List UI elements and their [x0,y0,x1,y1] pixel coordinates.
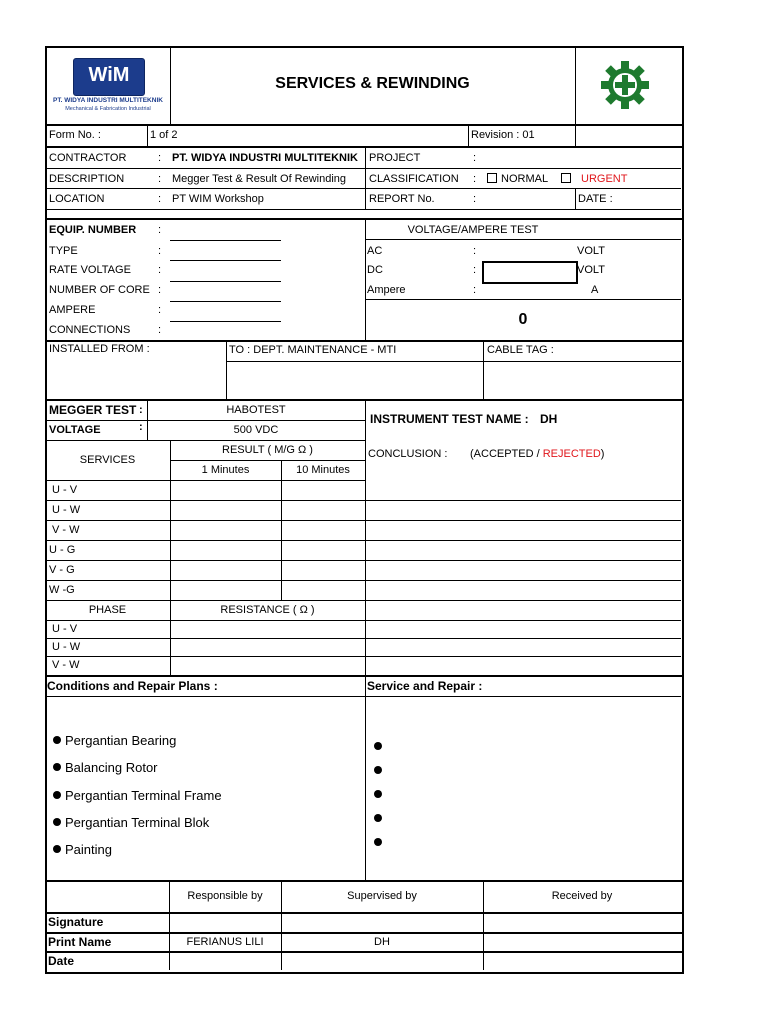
dc-input-box[interactable] [482,261,578,284]
equip-bottom-line [45,340,682,342]
normal-checkbox-box[interactable] [487,173,497,183]
dc-colon: : [473,264,477,276]
classification-label: CLASSIFICATION [369,173,459,185]
company-tagline: Mechanical & Fabrication Industrial [65,106,151,112]
signoff-header-line [45,912,682,914]
plan-item-text: Painting [65,842,112,857]
project-colon: : [473,152,477,164]
result-row-label: U - W [52,504,81,516]
voltage-test-value: 0 [518,311,528,328]
plan-item [53,761,158,774]
result-row-label: U - G [49,544,76,556]
bullet-icon [53,791,61,799]
ampere-label: AMPERE [49,304,96,316]
plan-item [53,816,209,829]
to-label: TO : DEPT. MAINTENANCE - MTI [229,344,397,356]
voltage-test-title: VOLTAGE/AMPERE TEST [407,224,539,236]
voltage-value: 500 VDC [233,424,279,436]
ac-colon: : [473,245,477,257]
result-row-label: W -G [49,584,75,596]
supervised-name: DH [374,936,390,948]
service-bullet-icon [374,766,382,774]
equip-number-colon: : [158,224,162,236]
megger-div-mid [365,401,366,677]
ampere-colon: : [158,304,162,316]
info-divider-mid [365,147,366,209]
contractor-value: PT. WIDYA INDUSTRI MULTITEKNIK [172,152,358,164]
date-label: DATE : [578,193,613,205]
megger-test-colon: : [139,404,143,416]
result-header-bottom [45,480,365,481]
print-name-label: Print Name [48,935,112,949]
signature-label: Signature [48,915,104,929]
rate-voltage-field[interactable] [170,281,281,282]
equip-number-label: EQUIP. NUMBER [49,224,137,236]
megger-test-label: MEGGER TEST [49,403,137,417]
cable-tag-label: CABLE TAG : [487,344,554,356]
formno-div3 [575,125,576,146]
description-label: DESCRIPTION [49,173,125,185]
normal-checkbox[interactable] [487,173,548,186]
conclusion-label: CONCLUSION : [368,448,448,460]
type-colon: : [158,245,162,257]
description-colon: : [158,173,162,185]
normal-label: NORMAL [501,173,549,185]
instrument-value: DH [540,412,558,426]
plan-item-text: Pergantian Bearing [65,733,177,748]
plan-item-text: Pergantian Terminal Frame [65,788,222,803]
urgent-checkbox-box[interactable] [561,173,571,183]
service-repair-label: Service and Repair : [367,679,483,693]
install-line [226,361,681,362]
ampere-test-colon: : [473,284,477,296]
revision-label: Revision : 01 [471,129,535,141]
dc-unit: VOLT [577,264,605,276]
signoff-top-line [45,880,682,882]
header-bottom-line [45,124,682,126]
install-div1 [226,341,227,399]
plans-header-line [45,696,681,697]
voltage-colon: : [139,421,143,433]
connections-colon: : [158,324,162,336]
project-label: PROJECT [369,152,421,164]
row-line-3 [45,540,681,541]
result-label: RESULT ( M/G Ω ) [222,444,313,456]
service-bullet-icon [374,790,382,798]
phase-row-label: V - W [52,659,80,671]
phase-row-label: U - W [52,641,81,653]
close-paren: ) [600,448,605,460]
form-no-value: 1 of 2 [150,129,178,141]
service-bullet-icon [374,742,382,750]
page-title: SERVICES & REWINDING [275,75,470,92]
urgent-checkbox[interactable] [561,173,627,186]
contractor-label: CONTRACTOR [49,152,127,164]
company-logo [73,58,145,96]
install-div2 [483,341,484,399]
bullet-icon [53,736,61,744]
location-label: LOCATION [49,193,105,205]
phase-bottom-line [45,675,682,677]
form-no-label: Form No. : [49,129,101,141]
megger-line-2 [45,440,365,441]
row-line-6 [45,600,681,601]
classification-colon: : [473,173,477,185]
location-value: PT WIM Workshop [172,193,264,205]
rate-voltage-colon: : [158,264,162,276]
report-no-label: REPORT No. [369,193,435,205]
bullet-icon [53,763,61,771]
row-line-9 [45,656,681,657]
plan-item [53,734,176,747]
info-line-1 [45,168,681,169]
result-row-label: V - G [49,564,75,576]
info-bottom-double [45,218,682,220]
signoff-line-2 [45,932,682,934]
equip-number-field[interactable] [170,240,281,241]
row-line-5 [45,580,681,581]
result-row-label: V - W [52,524,80,536]
service-bullet-icon [374,838,382,846]
plan-item-text: Balancing Rotor [65,760,158,775]
formno-div2 [468,125,469,146]
report-no-colon: : [473,193,477,205]
received-label: Received by [551,890,613,902]
formno-div1 [147,125,148,146]
row-line-4 [45,560,681,561]
megger-value: HABOTEST [226,404,286,416]
one-minute-label: 1 Minutes [201,464,250,476]
connections-label: CONNECTIONS [49,324,131,336]
accepted-label[interactable]: (ACCEPTED / [470,448,543,460]
number-of-core-label: NUMBER OF CORE [49,284,150,296]
vtest-title-line [365,239,681,240]
plan-item [53,843,112,856]
install-bottom-line [45,399,682,401]
plan-item-text: Pergantian Terminal Blok [65,815,210,830]
megger-line-1 [45,420,365,421]
installed-from-label: INSTALLED FROM : [49,343,150,355]
phase-label: PHASE [88,604,127,616]
responsible-label: Responsible by [187,890,263,902]
supervised-label: Supervised by [347,890,417,902]
rejected-label[interactable]: REJECTED [542,448,601,460]
description-value: Megger Test & Result Of Rewinding [172,173,347,185]
instrument-label: INSTRUMENT TEST NAME : [370,412,529,426]
conclusion-value [470,448,604,461]
service-bullet-icon [374,814,382,822]
number-of-core-colon: : [158,284,162,296]
ac-unit: VOLT [577,245,605,257]
signoff-line-3 [45,951,682,953]
contractor-colon: : [158,152,162,164]
ampere-test-unit: A [591,284,599,296]
info-line-3 [45,209,681,210]
responsible-name: FERIANUS LILI [186,936,264,948]
voltage-label: VOLTAGE [49,424,101,436]
plans-divider [365,677,366,881]
row-line-8 [45,638,681,639]
header-divider-right [575,46,576,125]
company-name: PT. WIDYA INDUSTRI MULTITEKNIK [53,97,163,104]
services-label: SERVICES [79,454,136,466]
bullet-icon [53,818,61,826]
safety-cross-icon [600,60,650,110]
dc-label: DC [367,264,383,276]
conditions-label: Conditions and Repair Plans : [47,679,218,693]
urgent-label: URGENT [581,173,628,185]
ampere-field[interactable] [170,321,281,322]
row-line-2 [45,520,681,521]
number-of-core-field[interactable] [170,301,281,302]
phase-row-label: U - V [52,623,78,635]
vtest-value-line [365,299,681,300]
resistance-label: RESISTANCE ( Ω ) [220,604,315,616]
info-divider-date [575,189,576,209]
row-line-1 [45,500,681,501]
result-sub-line [170,460,365,461]
ten-minute-label: 10 Minutes [296,464,350,476]
rate-voltage-label: RATE VOLTAGE [49,264,131,276]
type-label: TYPE [49,245,78,257]
info-line-2 [45,188,681,189]
ac-label: AC [367,245,383,257]
type-field[interactable] [170,260,281,261]
ampere-test-label: Ampere [367,284,406,296]
location-colon: : [158,193,162,205]
result-row-label: U - V [52,484,78,496]
plan-item [53,789,222,802]
date-row-label: Date [48,954,75,968]
row-line-7 [45,620,681,621]
logo-text: WiM [88,64,130,86]
bullet-icon [53,845,61,853]
formno-bottom-line [45,146,682,148]
